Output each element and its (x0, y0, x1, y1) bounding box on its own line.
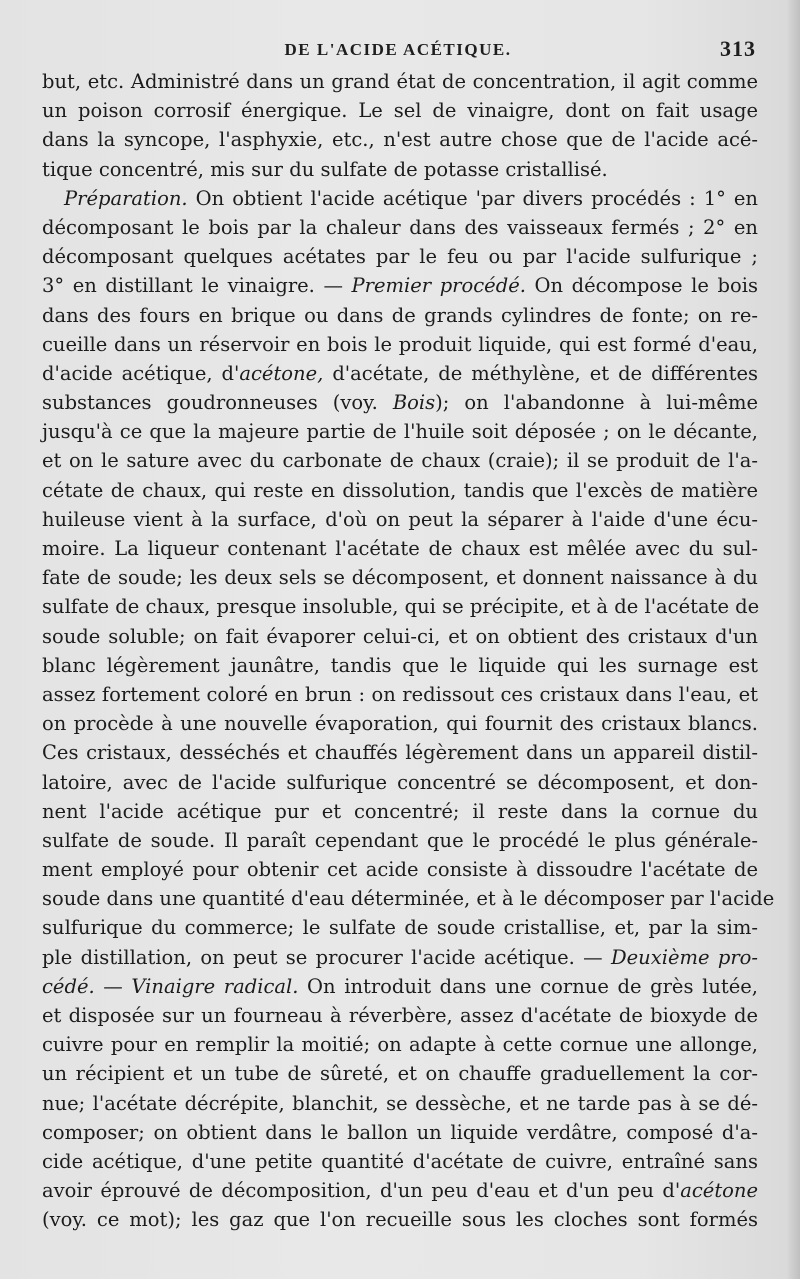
text-line (42, 96, 758, 125)
text-line (42, 125, 758, 154)
text-line (42, 534, 758, 563)
text-segment: soude soluble; on fait évaporer celui-ci, et on obtient des cristaux d'un (42, 624, 758, 648)
text-segment: huileuse vient à la surface, d'où on peut la séparer à l'aide d'une écu- (42, 507, 758, 531)
text-segment: blanc légèrement jaunâtre, tandis que le liquide qui les surnage est (42, 653, 758, 677)
text-line (42, 242, 758, 271)
italic-text: Bois (392, 391, 436, 415)
text-segment: sulfate de soude. Il paraît cependant que le procédé le plus générale- (42, 828, 758, 852)
text-segment: ); on l'abandonne à lui-même (435, 391, 758, 415)
text-segment: décomposant le bois par la chaleur dans des vaisseaux fermés ; 2° en (42, 215, 758, 239)
text-line (42, 271, 758, 300)
running-title: DE L'ACIDE ACÉTIQUE. (284, 40, 512, 59)
text-line (42, 446, 758, 475)
text-line (42, 651, 758, 680)
text-segment: dans des fours en brique ou dans de grands cylindres de fonte; on re- (42, 303, 758, 327)
text-segment: nue; l'acétate décrépite, blanchit, se dessèche, et ne tarde pas à se dé- (42, 1091, 758, 1115)
text-segment: un récipient et un tube de sûreté, et on chauffe graduellement la cor- (42, 1062, 758, 1086)
text-segment: (voy. ce mot); les gaz que l'on recueille sous les cloches sont formés (42, 1208, 758, 1232)
text-line (42, 592, 758, 621)
text-segment: On obtient l'acide acétique 'par divers procédés : 1° en (187, 186, 758, 210)
text-line (42, 738, 758, 767)
text-segment: sulfate de chaux, presque insoluble, qui se précipite, et à de l'acétate de (42, 595, 760, 619)
text-segment: Ces cristaux, desséchés et chauffés légèrement dans un appareil distil- (42, 741, 758, 765)
text-segment: assez fortement coloré en brun : on redissout ces cristaux dans l'eau, et (42, 682, 758, 706)
text-segment: et on le sature avec du carbonate de chaux (craie); il se produit de l'a- (42, 449, 758, 473)
text-segment: but, etc. Administré dans un grand état de concentration, il agit comme (42, 70, 758, 93)
text-line (42, 417, 758, 446)
text-segment: fate de soude; les deux sels se décomposent, et donnent naissance à du (42, 566, 758, 590)
text-line (42, 680, 758, 709)
body-text (42, 67, 775, 1235)
text-line (42, 330, 758, 359)
text-line (42, 359, 758, 388)
text-segment: latoire, avec de l'acide sulfurique concentré se décomposent, et don- (42, 770, 758, 794)
text-line (42, 67, 758, 96)
text-line (42, 1147, 758, 1176)
text-segment: ment employé pour obtenir cet acide consiste à dissoudre l'acétate de (42, 858, 758, 882)
text-segment: sulfurique du commerce; le sulfate de soude cristallise, et, par la sim- (42, 916, 758, 940)
text-segment: On décompose le bois (525, 274, 759, 298)
text-line (42, 505, 758, 534)
text-segment: d'acétate, de méthylène, et de différentes (323, 361, 758, 385)
text-line (42, 768, 758, 797)
page-edge-shadow (786, 0, 800, 1279)
text-segment: moire. La liqueur contenant l'acétate de chaux est mêlée avec du sul- (42, 537, 758, 560)
text-segment: jusqu'à ce que la majeure partie de l'huile soit déposée ; on le décante, (42, 420, 758, 444)
text-line (42, 301, 758, 330)
text-segment: tique concentré, mis sur du sulfate de potasse cristallisé. (42, 157, 608, 181)
text-segment: 3° en distillant le vinaigre. — (42, 274, 352, 298)
text-line (42, 1089, 758, 1118)
text-segment: cuivre pour en remplir la moitié; on adapte à cette cornue une allonge, (42, 1033, 758, 1057)
text-segment: on procède à une nouvelle évaporation, qui fournit des cristaux blancs. (42, 712, 758, 736)
italic-text: acétone, (239, 361, 324, 385)
text-line (42, 213, 758, 242)
text-line (42, 913, 758, 942)
text-line (42, 184, 758, 213)
text-line (42, 1059, 758, 1088)
text-line (42, 622, 758, 651)
text-segment: un poison corrosif énergique. Le sel de vinaigre, dont on fait usage (42, 99, 758, 123)
italic-text: acétone (680, 1179, 758, 1203)
italic-text: cédé. — Vinaigre radical. (42, 974, 299, 998)
text-line (42, 972, 758, 1001)
page-number: 313 (720, 36, 756, 61)
text-segment: substances goudronneuses (voy. (42, 391, 393, 415)
text-segment: dans la syncope, l'asphyxie, etc., n'est autre chose que de l'acide acé- (42, 128, 758, 152)
italic-text: Préparation. (64, 186, 188, 210)
text-line (42, 388, 758, 417)
text-segment: avoir éprouvé de décomposition, d'un peu d'eau et d'un peu d' (42, 1179, 681, 1203)
text-line (42, 884, 775, 913)
text-line (42, 943, 758, 972)
text-segment: cueille dans un réservoir en bois le produit liquide, qui est formé d'eau, (42, 332, 758, 356)
text-line (42, 797, 758, 826)
text-segment: cétate de chaux, qui reste en dissolution, tandis que l'excès de matière (42, 478, 758, 502)
text-line (42, 855, 758, 884)
text-segment: décomposant quelques acétates par le feu ou par l'acide sulfurique ; (42, 245, 758, 269)
text-line (42, 1030, 758, 1059)
running-head (40, 36, 756, 62)
text-segment: composer; on obtient dans le ballon un liquide verdâtre, composé d'a- (42, 1120, 758, 1144)
italic-text: Deuxième pro- (611, 945, 758, 969)
text-segment: cide acétique, d'une petite quantité d'acétate de cuivre, entraîné sans (42, 1149, 758, 1173)
text-line (42, 563, 758, 592)
text-line (42, 709, 758, 738)
text-line (42, 1205, 758, 1234)
text-line (42, 155, 758, 184)
italic-text: Premier procédé. (351, 274, 526, 298)
text-segment: soude dans une quantité d'eau déterminée, et à le décomposer par l'acide (42, 887, 775, 911)
text-segment: ple distillation, on peut se procurer l'acide acétique. — (42, 945, 611, 969)
text-line (42, 1118, 758, 1147)
text-line (42, 1176, 758, 1205)
text-segment: On introduit dans une cornue de grès lutée, (298, 974, 758, 998)
text-segment: et disposée sur un fourneau à réverbère, assez d'acétate de bioxyde de (42, 1004, 758, 1027)
text-line (42, 826, 758, 855)
text-segment: d'acide acétique, d' (42, 361, 240, 385)
text-segment: nent l'acide acétique pur et concentré; il reste dans la cornue du (42, 799, 758, 823)
text-line (42, 1001, 758, 1030)
text-line (42, 476, 758, 505)
